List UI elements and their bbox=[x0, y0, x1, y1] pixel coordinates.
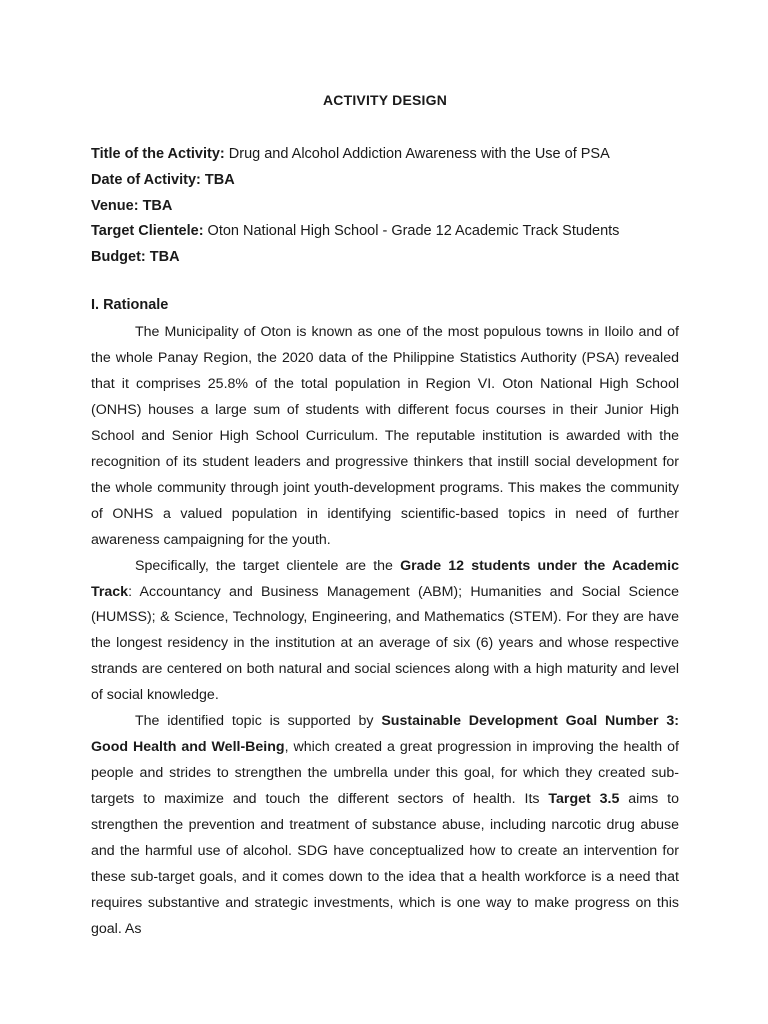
meta-row-clientele bbox=[91, 219, 679, 245]
bold-run: Sustainable Development Goal Number 3: Good Health and Well-Being bbox=[91, 713, 679, 756]
bold-run: Grade 12 students under the Academic Track bbox=[91, 557, 679, 600]
meta-label: Target Clientele: bbox=[91, 223, 204, 240]
meta-row-date bbox=[91, 168, 679, 194]
meta-label: Title of the Activity: bbox=[91, 146, 225, 162]
text-run: aims to strengthen the prevention and treatment of substance abuse, including narcotic drug abuse and the harmful use of alcohol. SDG have conceptualized how to create an intervention for these sub-target goals, and it comes down to the idea that a health workforce is a need that requires substantive and strategic investments, which is one way to make progress on this goal. As bbox=[91, 791, 679, 937]
meta-label: Budget: TBA bbox=[91, 249, 180, 266]
rationale-body bbox=[91, 320, 679, 943]
bold-run: Target 3.5 bbox=[548, 791, 620, 808]
paragraph-2 bbox=[91, 554, 679, 710]
paragraph-1: The Municipality of Oton is known as one of the most populous towns in Iloilo and of the whole Panay Region, the 2020 data of the Philippine Statistics Authority (PSA) revealed that it comprises 25.8% of the total population in Region VI. Oton National High School (ONHS) houses a large sum of students with different focus courses in their Junior High School and Senior High School Curriculum. The reputable institution is awarded with the recognition of its student leaders and progressive thinkers that instill social development for the whole community through joint youth-development programs. This makes the community of ONHS a valued population in identifying scientific-based topics in need of further awareness campaigning for the youth. bbox=[91, 324, 679, 548]
text-run: : Accountancy and Business Management (ABM); Humanities and Social Science (HUMSS); & Science, Technology, Engineering, and Mathematics (STEM). For they are have the longest residency in the institution at an average of six (6) years and whose respective strands are centered on both natural and social sciences along with a high maturity and level of social knowledge. bbox=[91, 583, 679, 704]
text-run: The identified topic is supported by bbox=[135, 713, 382, 730]
text-run: Specifically, the target clientele are the bbox=[135, 557, 401, 574]
activity-details bbox=[91, 142, 679, 271]
meta-value: Oton National High School - Grade 12 Academic Track Students bbox=[203, 223, 620, 240]
section-heading-rationale: I. Rationale bbox=[91, 297, 169, 313]
meta-label: Venue: TBA bbox=[91, 197, 173, 214]
meta-label: Date of Activity: TBA bbox=[91, 171, 235, 188]
text-run: , which created a great progression in improving the health of people and strides to strengthen the umbrella under this goal, for which they created sub-targets to maximize and touch the different sectors of health. Its bbox=[91, 739, 679, 808]
paragraph-3 bbox=[91, 709, 679, 943]
document-title: ACTIVITY DESIGN bbox=[322, 92, 448, 108]
meta-value: Drug and Alcohol Addiction Awareness with the Use of PSA bbox=[224, 146, 610, 162]
meta-row-title bbox=[91, 142, 679, 168]
meta-row-budget bbox=[91, 245, 679, 271]
meta-row-venue bbox=[91, 194, 679, 220]
